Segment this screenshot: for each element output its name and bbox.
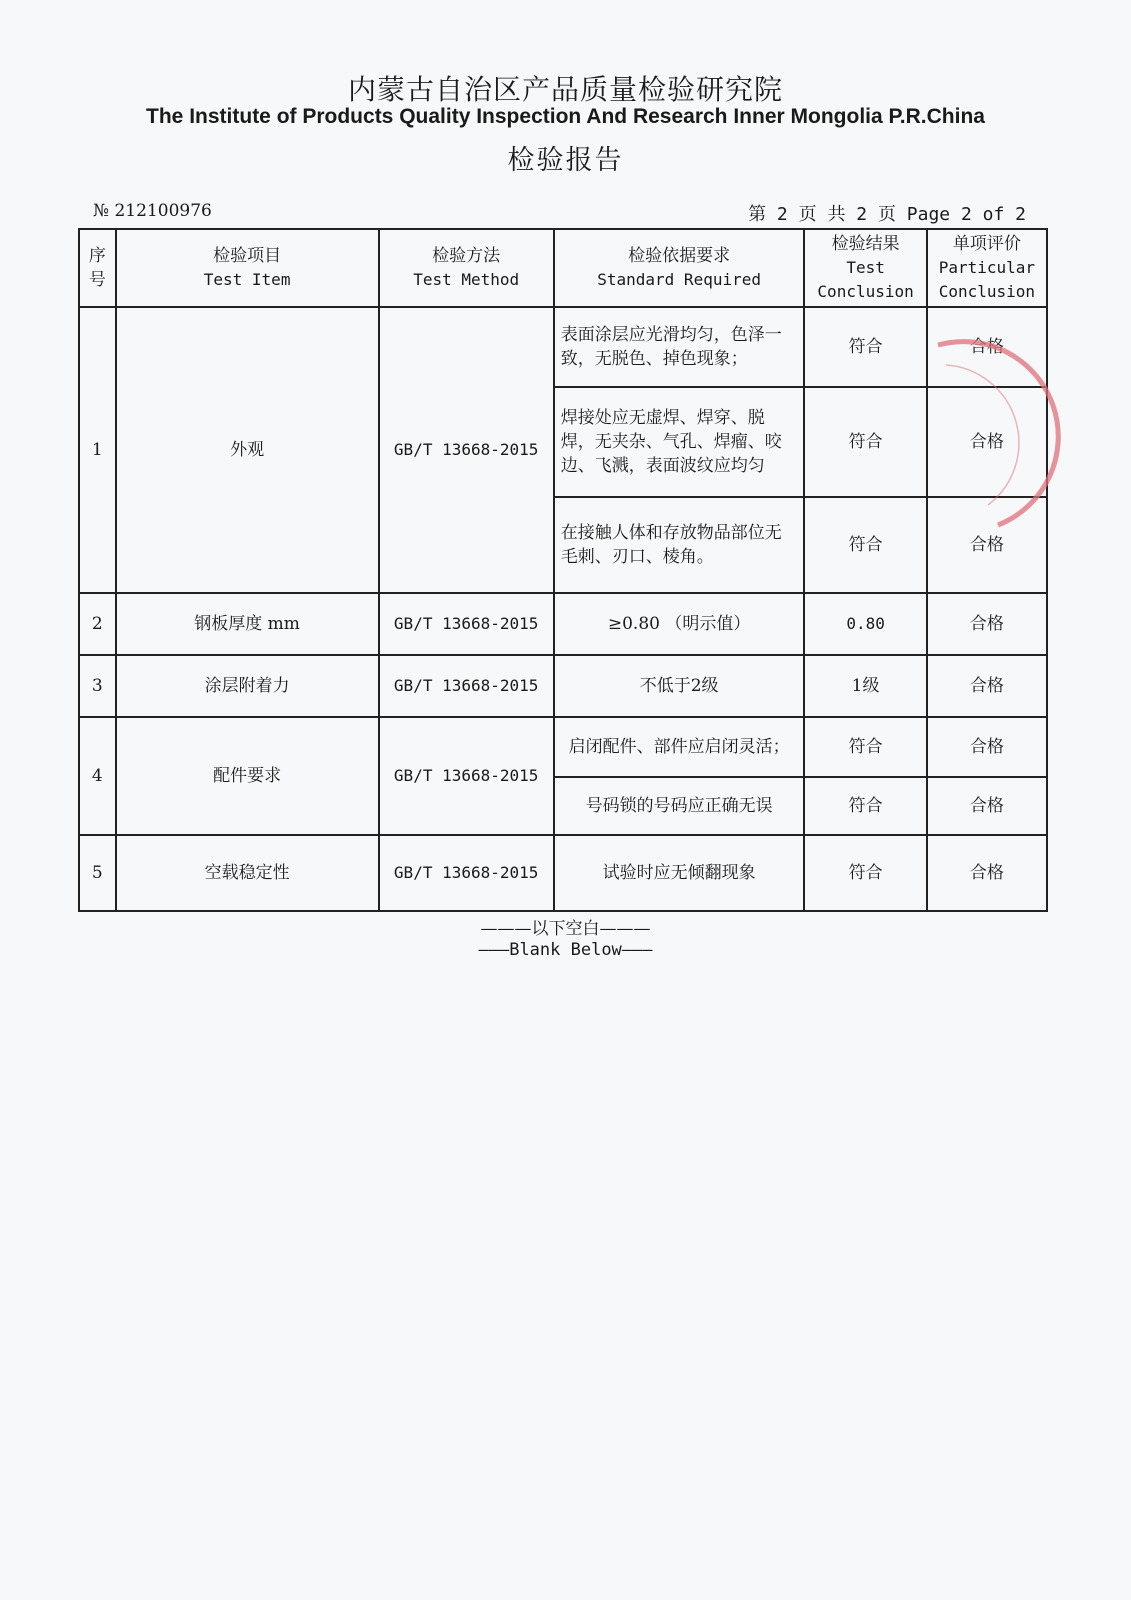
row-number: 2 <box>79 593 116 655</box>
test-method: GB/T 13668-2015 <box>379 717 554 835</box>
table-header-row <box>79 229 1047 307</box>
page-indicator: 第 2 页 共 2 页 Page 2 of 2 <box>748 204 1026 225</box>
test-item: 外观 <box>116 307 379 593</box>
test-item: 空载稳定性 <box>116 835 379 911</box>
test-method: GB/T 13668-2015 <box>379 655 554 717</box>
particular-conclusion: 合格 <box>927 717 1047 777</box>
header-test-method <box>379 229 554 307</box>
header-result-en-1: Test <box>846 258 885 277</box>
standard-required: 启闭配件、部件应启闭灵活； <box>554 717 805 777</box>
header-method-cn: 检验方法 <box>432 246 501 266</box>
test-item: 涂层附着力 <box>116 655 379 717</box>
header-no-line2: 号 <box>88 270 106 290</box>
institute-name-cn: 内蒙古自治区产品质量检验研究院 <box>347 73 783 106</box>
header-result-cn: 检验结果 <box>831 234 900 254</box>
standard-required: 焊接处应无虚焊、焊穿、脱焊，无夹杂、气孔、焊瘤、咬边、飞溅，表面波纹应均匀 <box>554 387 805 497</box>
standard-required: 试验时应无倾翻现象 <box>554 835 805 911</box>
header-result-en-2: Conclusion <box>817 282 914 301</box>
particular-conclusion: 合格 <box>927 497 1047 593</box>
test-conclusion: 符合 <box>804 835 926 911</box>
particular-conclusion: 合格 <box>927 387 1047 497</box>
header-particular-conclusion <box>927 229 1047 307</box>
test-item: 配件要求 <box>116 717 379 835</box>
row-number: 1 <box>79 307 116 593</box>
test-conclusion: 1级 <box>804 655 926 717</box>
table-row <box>79 307 1047 387</box>
test-method: GB/T 13668-2015 <box>379 835 554 911</box>
inspection-table <box>78 228 1048 912</box>
blank-below-cn: ———以下空白——— <box>480 919 651 939</box>
test-conclusion: 符合 <box>804 777 926 835</box>
table-row <box>79 835 1047 911</box>
test-item: 钢板厚度 mm <box>116 593 379 655</box>
standard-required: 表面涂层应光滑均匀，色泽一致，无脱色、掉色现象； <box>554 307 805 387</box>
particular-conclusion: 合格 <box>927 593 1047 655</box>
particular-conclusion: 合格 <box>927 835 1047 911</box>
row-number: 5 <box>79 835 116 911</box>
table-row <box>79 655 1047 717</box>
institute-name-en: The Institute of Products Quality Inspection And Research Inner Mongolia P.R.China <box>146 105 985 128</box>
row-number: 3 <box>79 655 116 717</box>
table-row <box>79 717 1047 777</box>
standard-required: ≥0.80 （明示值） <box>554 593 805 655</box>
header-item-en: Test Item <box>203 270 291 289</box>
standard-required: 不低于2级 <box>554 655 805 717</box>
report-title: 检验报告 <box>507 145 624 176</box>
header-standard-cn: 检验依据要求 <box>628 246 731 266</box>
header-eval-en-2: Conclusion <box>938 282 1036 301</box>
report-number: № 212100976 <box>93 201 212 221</box>
header-standard-en: Standard Required <box>597 270 761 289</box>
blank-below-en: ———Blank Below——— <box>478 940 653 960</box>
particular-conclusion: 合格 <box>927 655 1047 717</box>
header-test-conclusion <box>804 229 926 307</box>
test-conclusion: 0.80 <box>804 593 926 655</box>
standard-required: 在接触人体和存放物品部位无毛刺、刃口、棱角。 <box>554 497 805 593</box>
header-standard <box>554 229 805 307</box>
header-method-en: Test Method <box>413 270 520 289</box>
test-method: GB/T 13668-2015 <box>379 307 554 593</box>
test-conclusion: 符合 <box>804 497 926 593</box>
header-test-item <box>116 229 379 307</box>
header-no <box>79 229 116 307</box>
header-no-line1: 序 <box>88 246 106 266</box>
table-row <box>79 593 1047 655</box>
test-method: GB/T 13668-2015 <box>379 593 554 655</box>
test-conclusion: 符合 <box>804 387 926 497</box>
particular-conclusion: 合格 <box>927 307 1047 387</box>
header-eval-en-1: Particular <box>938 258 1036 277</box>
header-item-cn: 检验项目 <box>213 246 282 266</box>
header-eval-cn: 单项评价 <box>952 234 1021 254</box>
test-conclusion: 符合 <box>804 717 926 777</box>
row-number: 4 <box>79 717 116 835</box>
particular-conclusion: 合格 <box>927 777 1047 835</box>
test-conclusion: 符合 <box>804 307 926 387</box>
standard-required: 号码锁的号码应正确无误 <box>554 777 805 835</box>
